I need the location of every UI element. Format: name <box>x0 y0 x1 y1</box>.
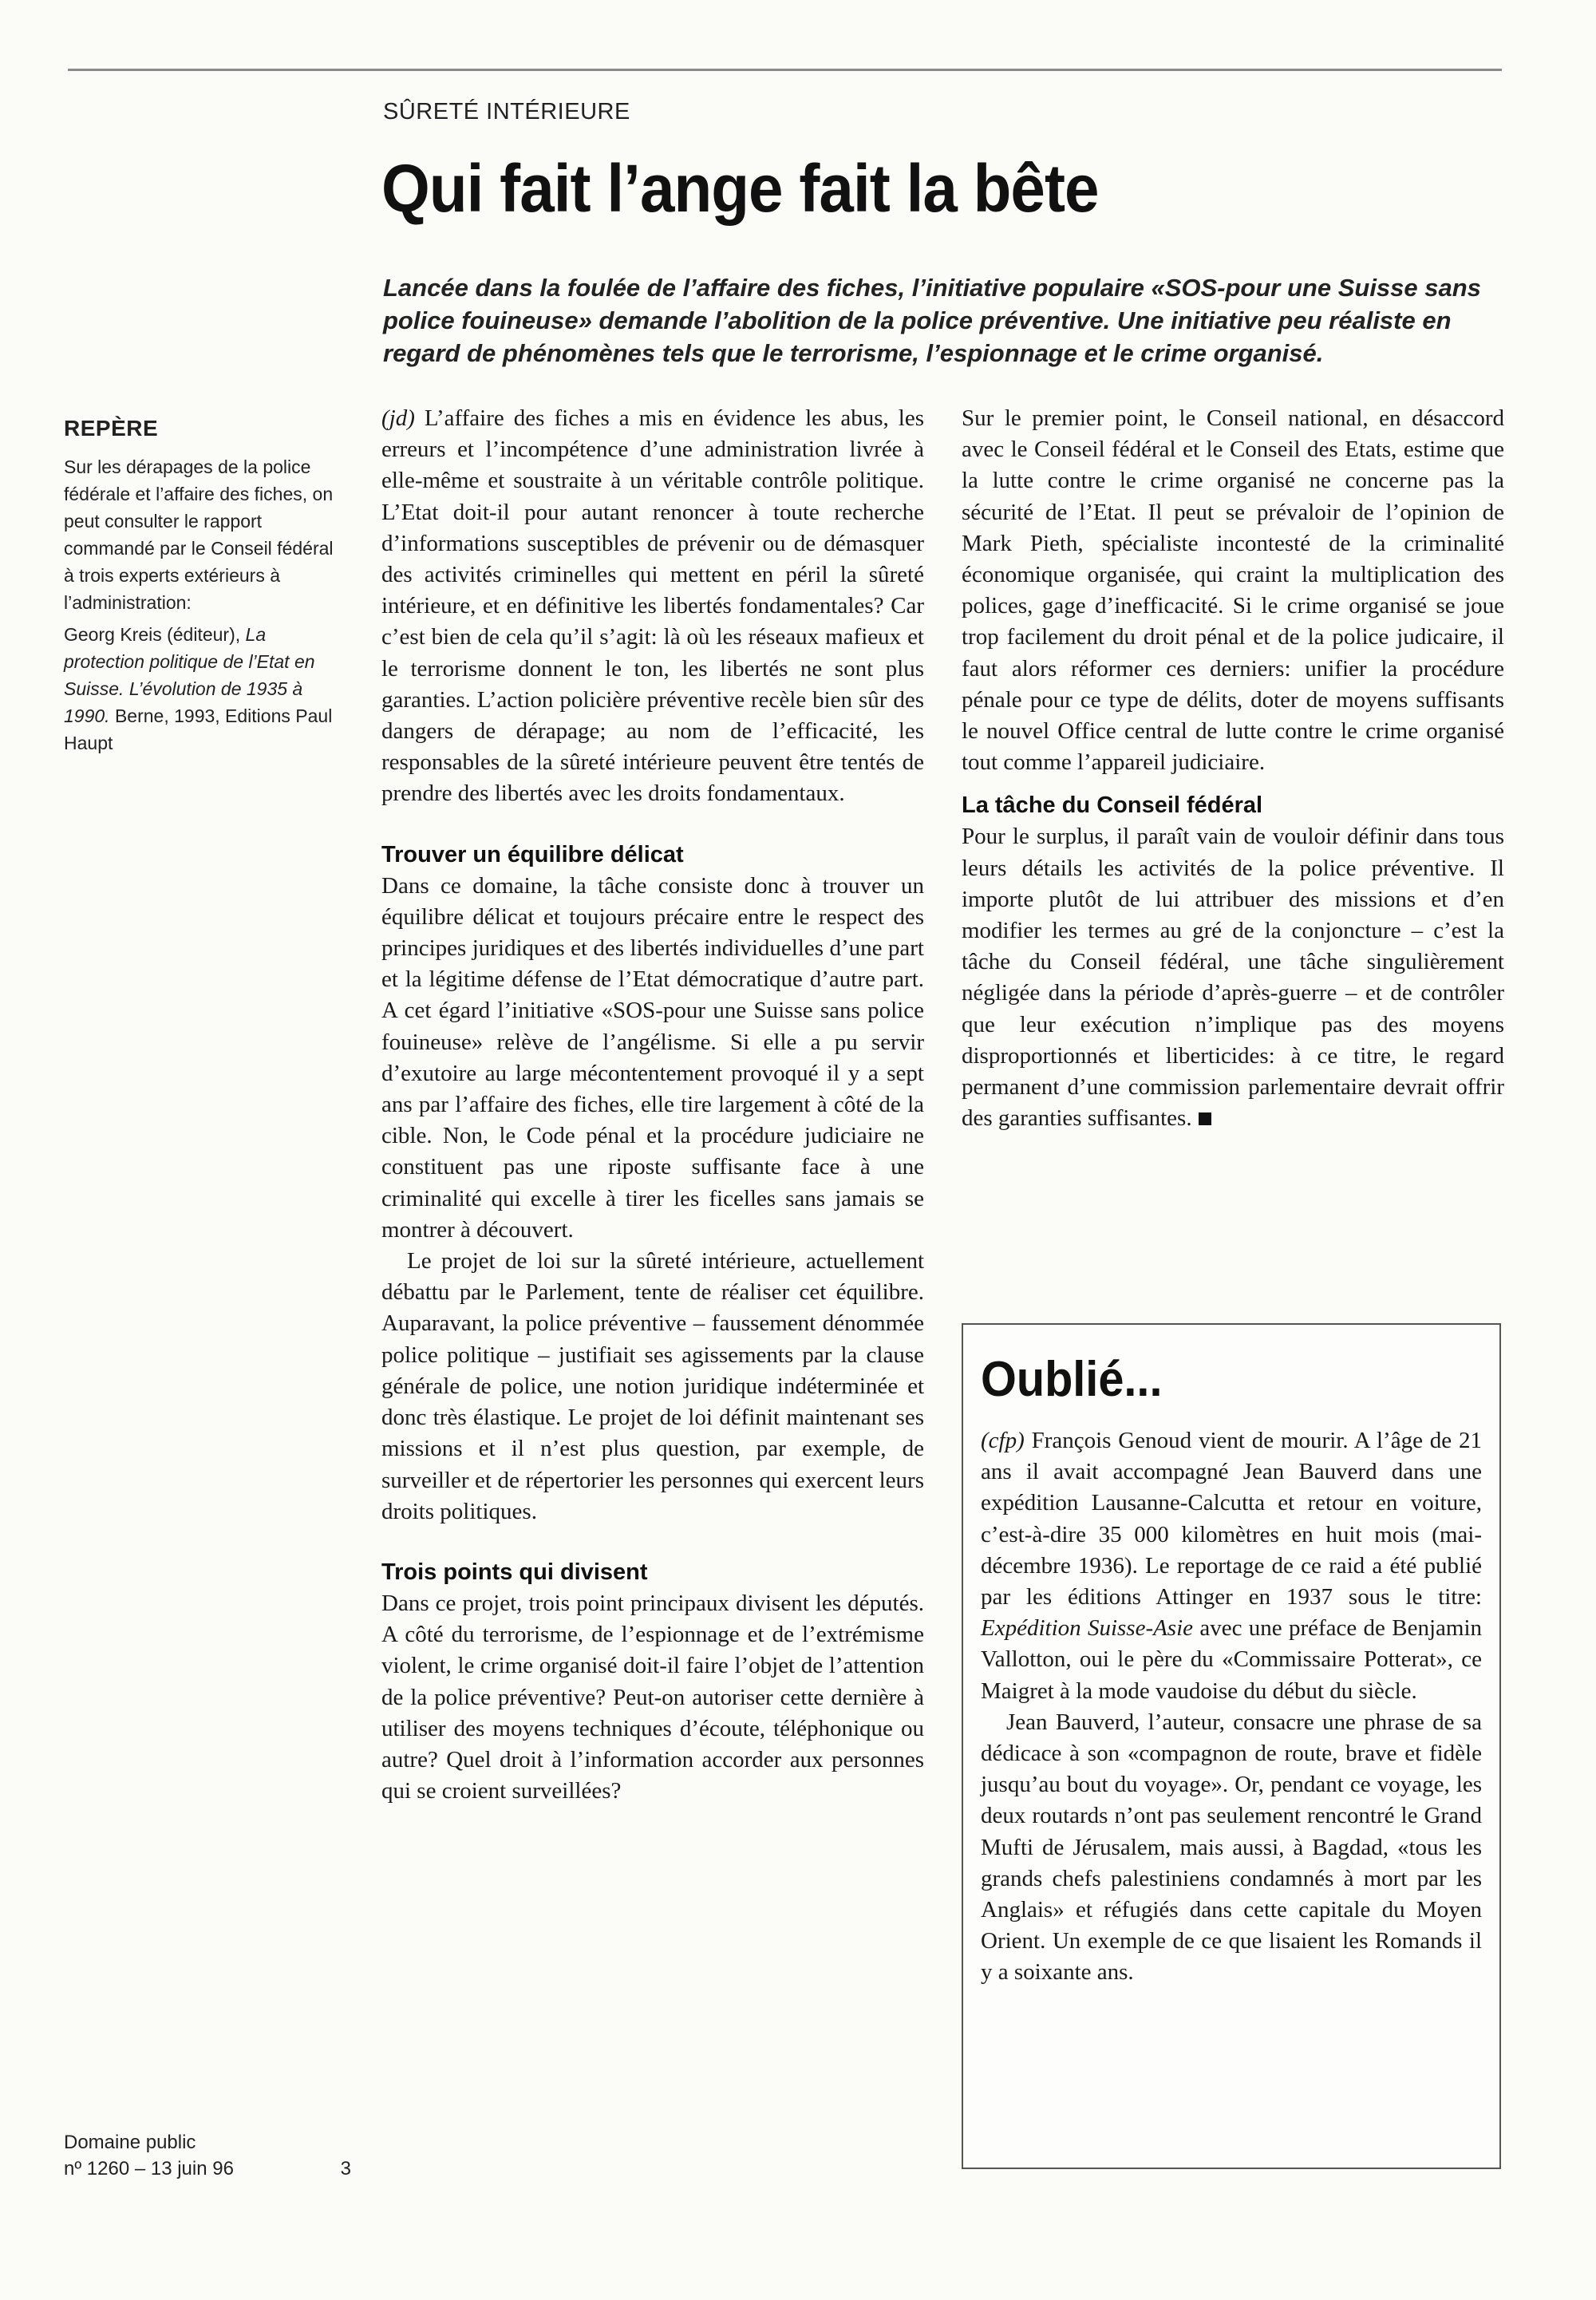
box-paragraph: Jean Bauverd, l’auteur, consacre une phrase de sa dédicace à son «compagnon de route, brave et fidèle jusqu’au bout du voyage». Or, pendant ce voyage, les deux routards n’ont pas seulement rencontré le Grand Mufti de Jérusalem, mais aussi, à Bagdad, «tous les grands chefs palestiniens condamnés à mort par les Anglais» et réfugiés dans cette capitale du Moyen Orient. Un exemple de ce que lisaient les Romands il y a soixante ans. <box>981 1709 1482 1986</box>
article-paragraph: Pour le surplus, il paraît vain de vouloir définir dans tous leurs détails les activités de la police préventive. Il importe plutôt de lui attribuer des missions et d’en modifier les termes au gré de la conjoncture – c’est la tâche du Conseil fédéral, une tâche singulièrement négligée dans la période d’après-guerre – et de contrôler que leur exécution n’implique pas des moyens disproportionnés et liberticides: à ce titre, le regard permanent d’une commission parlementaire devrait offrir des garanties suffisantes. <box>962 824 1504 1132</box>
sidebar-heading: REPÈRE <box>64 416 159 441</box>
subheading: Trouver un équilibre délicat <box>381 841 684 867</box>
end-of-article-mark <box>1199 1112 1211 1125</box>
subheading: Trois points qui divisent <box>381 1559 648 1585</box>
publication-name: Domaine public <box>64 2132 196 2153</box>
article-paragraph: Dans ce projet, trois point principaux divisent les députés. A côté du terrorisme, de l’espionnage et de l’extrémisme violent, le crime organisé doit-il faire l’objet de l’attention de la police préventive? Peut-on autoriser cette dernière à utiliser des moyens techniques d’écoute, téléphonique ou autre? Quel droit à l’information accorder aux personnes qui se croient surveillées? <box>381 1590 924 1804</box>
box-paragraph: (cfp) François Genoud vient de mourir. A l’âge de 21 ans il avait accompagné Jean Bauverd dans une expédition Lausanne-Calcutta et retour en voiture, c’est-à-dire 35 000 kilomètres en huit mois (mai-décembre 1936). Le reportage de ce raid a été publié par les éditions Attinger en 1937 sous le titre: Expédition Suisse-Asie avec une préface de Benjamin Vallotton, oui le père du «Commissaire Potterat», ce Maigret à la mode vaudoise du début du siècle. <box>981 1428 1482 1704</box>
page-number: 3 <box>340 2158 351 2179</box>
subheading: La tâche du Conseil fédéral <box>962 792 1263 819</box>
article-paragraph: Sur le premier point, le Conseil national, en désaccord avec le Conseil fédéral et le Conseil des Etats, estime que la lutte contre le crime organisé ne concerne pas la sécurité de l’Etat. Il peut se prévaloir de l’opinion de Mark Pieth, spécialiste incontesté de la criminalité économique organisée, qui craint la multiplication des polices, gage d’inefficacité. Si le crime organisé se joue trop facilement du droit pénal et de la police judicaire, il faut alors réformer ces derniers: unifier la procédure pénale pour ce type de délits, doter de moyens suffisants le nouvel Office central de lutte contre le crime organisé tout comme l’appareil judiciaire. <box>962 405 1504 776</box>
article-paragraph: (jd) L’affaire des fiches a mis en évidence les abus, les erreurs et l’incompétence d’une administration livrée à elle-même et soustraite à un véritable contrôle politique. L’Etat doit-il pour autant renoncer à toute recherche d’informations susceptibles de prévenir ou de démasquer des activités criminelles qui mettent en péril la sûreté intérieure, et en définitive les libertés fondamentales? Car c’est bien de cela qu’il s’agit: là où les réseaux mafieux et le terrorisme donnent le ton, les libertés ne sont plus garanties. L’action policière préventive recèle bien sûr des dangers de dérapage; au nom de l’efficacité, les responsables de la sûreté intérieure peuvent être tentés de prendre des libertés avec les droits fondamentaux. <box>381 405 924 807</box>
sidebar-text: Sur les dérapages de la police fédérale et l’affaire des fiches, on peut consulter le rapport commandé par le Conseil fédéral à trois experts extérieurs à l’administration: <box>64 456 334 613</box>
issue-info: nº 1260 – 13 juin 96 <box>64 2158 234 2179</box>
reference-author: Georg Kreis (éditeur), <box>64 624 241 645</box>
reference-title: La protection politique de l’Etat en Suisse. L’évolution de 1935 à 1990. <box>64 624 315 726</box>
oublie-box <box>962 1323 1501 2169</box>
article-column-1 <box>381 403 924 1807</box>
byline: (jd) <box>381 405 415 431</box>
box-title: Oublié... <box>981 1352 1163 1407</box>
section-kicker: SÛRETÉ INTÉRIEURE <box>383 99 630 124</box>
sidebar-reference <box>64 621 343 757</box>
page-footer <box>64 2129 351 2182</box>
article-paragraph: Dans ce domaine, la tâche consiste donc à trouver un équilibre délicat et toujours précaire entre le respect des principes juridiques et des libertés individuelles d’une part et la légitime défense de l’Etat démocratique d’autre part. A cet égard l’initiative «SOS-pour une Suisse sans police fouineuse» relève de l’angélisme. Si elle a pu servir d’exutoire au large mécontentement provoqué il y a sept ans par l’affaire des fiches, elle tire largement à côté de la cible. Non, le Code pénal et la procédure judiciaire ne constituent pas une riposte suffisante face à une criminalité qui excelle à tirer les ficelles sans jamais se montrer à découvert. <box>381 872 924 1243</box>
box-byline: (cfp) <box>981 1428 1025 1453</box>
article-column-2 <box>962 403 1504 1134</box>
top-rule <box>68 69 1502 71</box>
book-title: Expédition Suisse-Asie <box>981 1615 1194 1642</box>
article-lede: Lancée dans la foulée de l’affaire des fiches, l’initiative populaire «SOS-pour une Suisse sans police fouineuse» demande l’abolition de la police préventive. Une initiative peu réaliste en regard de phénomènes tels que le terrorisme, l’espionnage et le crime organisé. <box>383 274 1481 367</box>
article-headline: Qui fait l’ange fait la bête <box>381 151 1099 226</box>
article-paragraph: Le projet de loi sur la sûreté intérieure, actuellement débattu par le Parlement, tente de réaliser cet équilibre. Auparavant, la police préventive – faussement dénommée police politique – justifiait ses agissements par la clause générale de police, une notion juridique indéterminée et donc très élastique. Le projet de loi définit maintenant ses missions et il n’est plus question, par exemple, de surveiller et de répertorier les personnes qui exercent leurs droits politiques. <box>381 1248 924 1524</box>
reference-publisher: Berne, 1993, Editions Paul Haupt <box>64 705 333 753</box>
sidebar-repere <box>64 415 343 761</box>
